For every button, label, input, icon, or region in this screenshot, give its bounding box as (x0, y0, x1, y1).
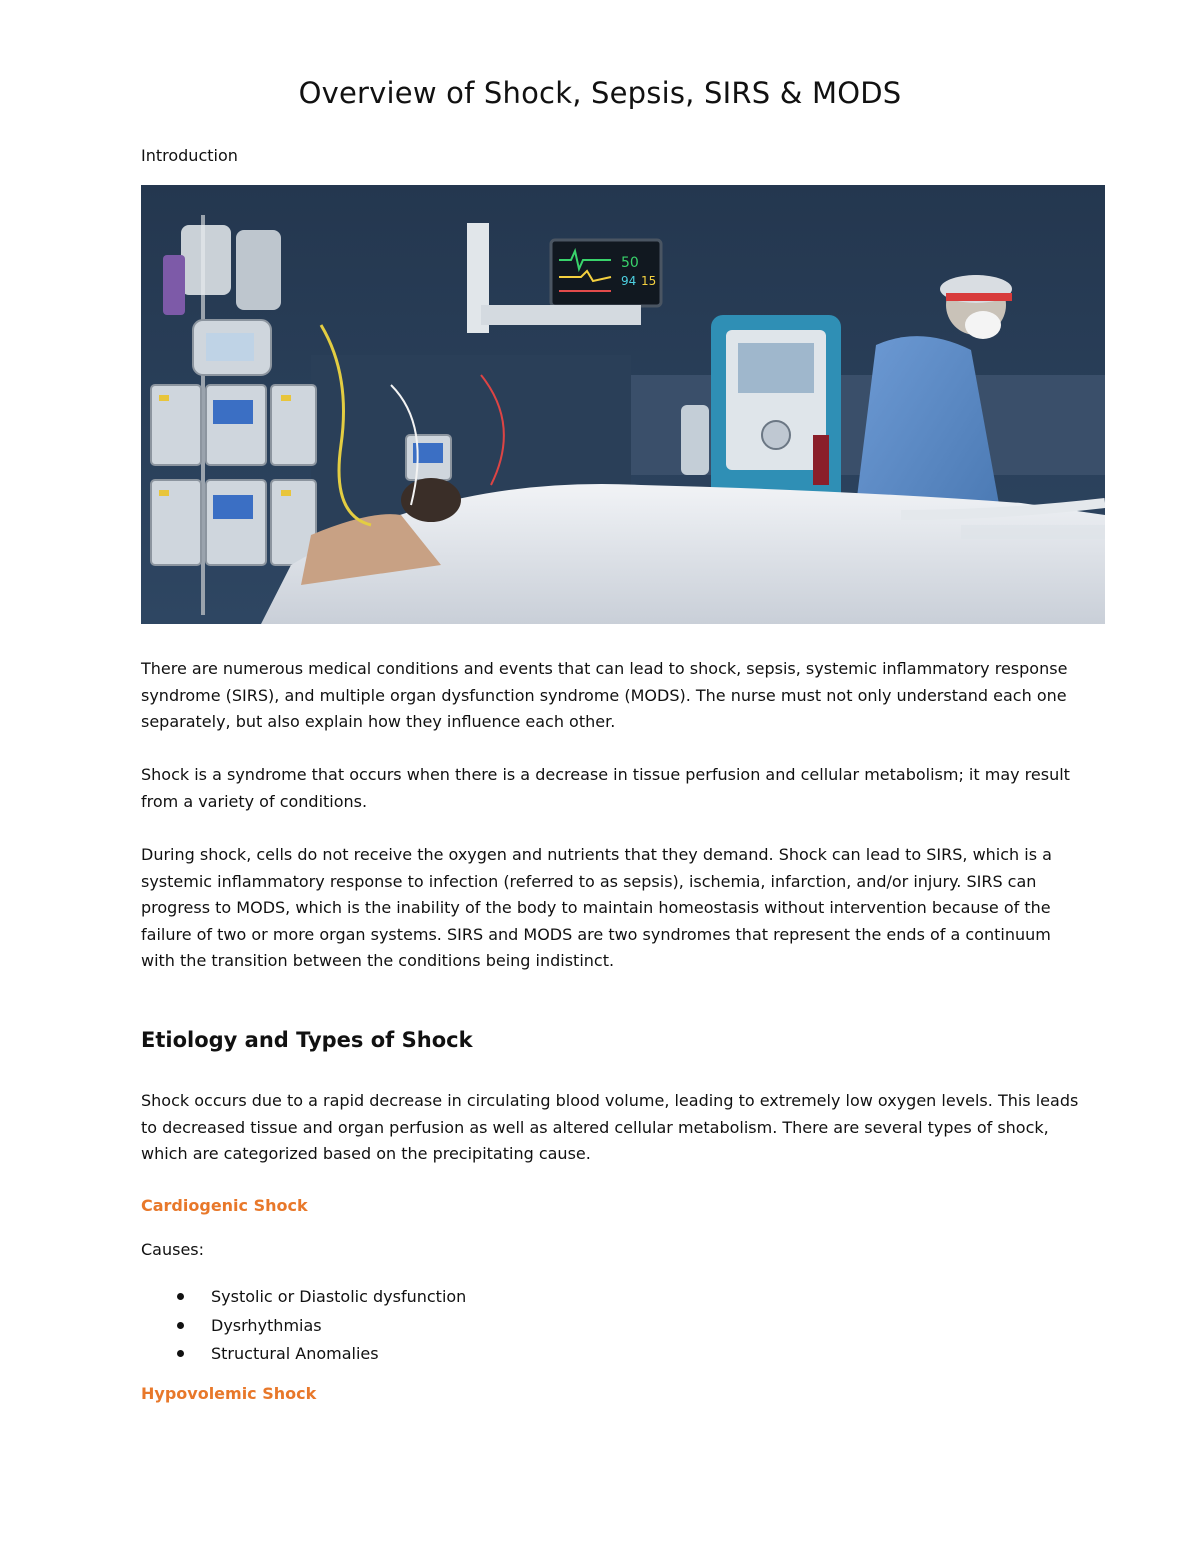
list-item-text: Systolic or Diastolic dysfunction (211, 1287, 467, 1306)
monitor-reading-3: 15 (641, 274, 657, 288)
causes-list (141, 1283, 466, 1369)
causes-label: Causes: (141, 1240, 205, 1259)
section-paragraph: Shock occurs due to a rapid decrease in circulating blood volume, leading to extremely low oxygen levels. This leads to decreased tissue and organ perfusion as well as altered cellular metabolism. There are several types of shock, which are categorized based on the precipitating cause. (141, 1091, 1079, 1163)
list-item (141, 1283, 466, 1312)
bullet-icon (177, 1322, 184, 1329)
cardiogenic-heading: Cardiogenic Shock (141, 1196, 308, 1215)
list-item (141, 1340, 466, 1369)
monitor-reading-1: 50 (621, 255, 639, 271)
hypovolemic-heading: Hypovolemic Shock (141, 1384, 317, 1403)
intro-label: Introduction (141, 146, 238, 165)
monitor-reading-2: 94 (621, 274, 637, 288)
list-item-text: Dysrhythmias (211, 1315, 322, 1335)
bullet-icon (177, 1350, 184, 1357)
bullet-icon (177, 1293, 184, 1300)
paragraph-2: Shock is a syndrome that occurs when there is a decrease in tissue perfusion and cellular metabolism; it may result from a variety of conditions. (141, 765, 1070, 811)
section-heading: Etiology and Types of Shock (141, 1028, 473, 1052)
paragraph-3: During shock, cells do not receive the oxygen and nutrients that they demand. Shock can lead to SIRS, which is a systemic inflammatory response to infection (referred to as sepsis), ischemia, infarction, and/or injury. SIRS can progress to MODS, which is the inability of the body to maintain homeostasis without intervention because of the failure of two or more organ systems. SIRS and MODS are two syndromes that represent the ends of a continuum with the transition between the conditions being indistinct. (141, 845, 1052, 970)
icu-photo (141, 185, 1105, 624)
paragraph-1: There are numerous medical conditions and events that can lead to shock, sepsis, systemic inflammatory response syndrome (SIRS), and multiple organ dysfunction syndrome (MODS). The nurse must not only understand each one separately, but also explain how they influence each other. (141, 659, 1068, 731)
list-item (141, 1312, 466, 1341)
list-item-text: Structural Anomalies (211, 1344, 379, 1363)
page-title: Overview of Shock, Sepsis, SIRS & MODS (298, 76, 902, 110)
